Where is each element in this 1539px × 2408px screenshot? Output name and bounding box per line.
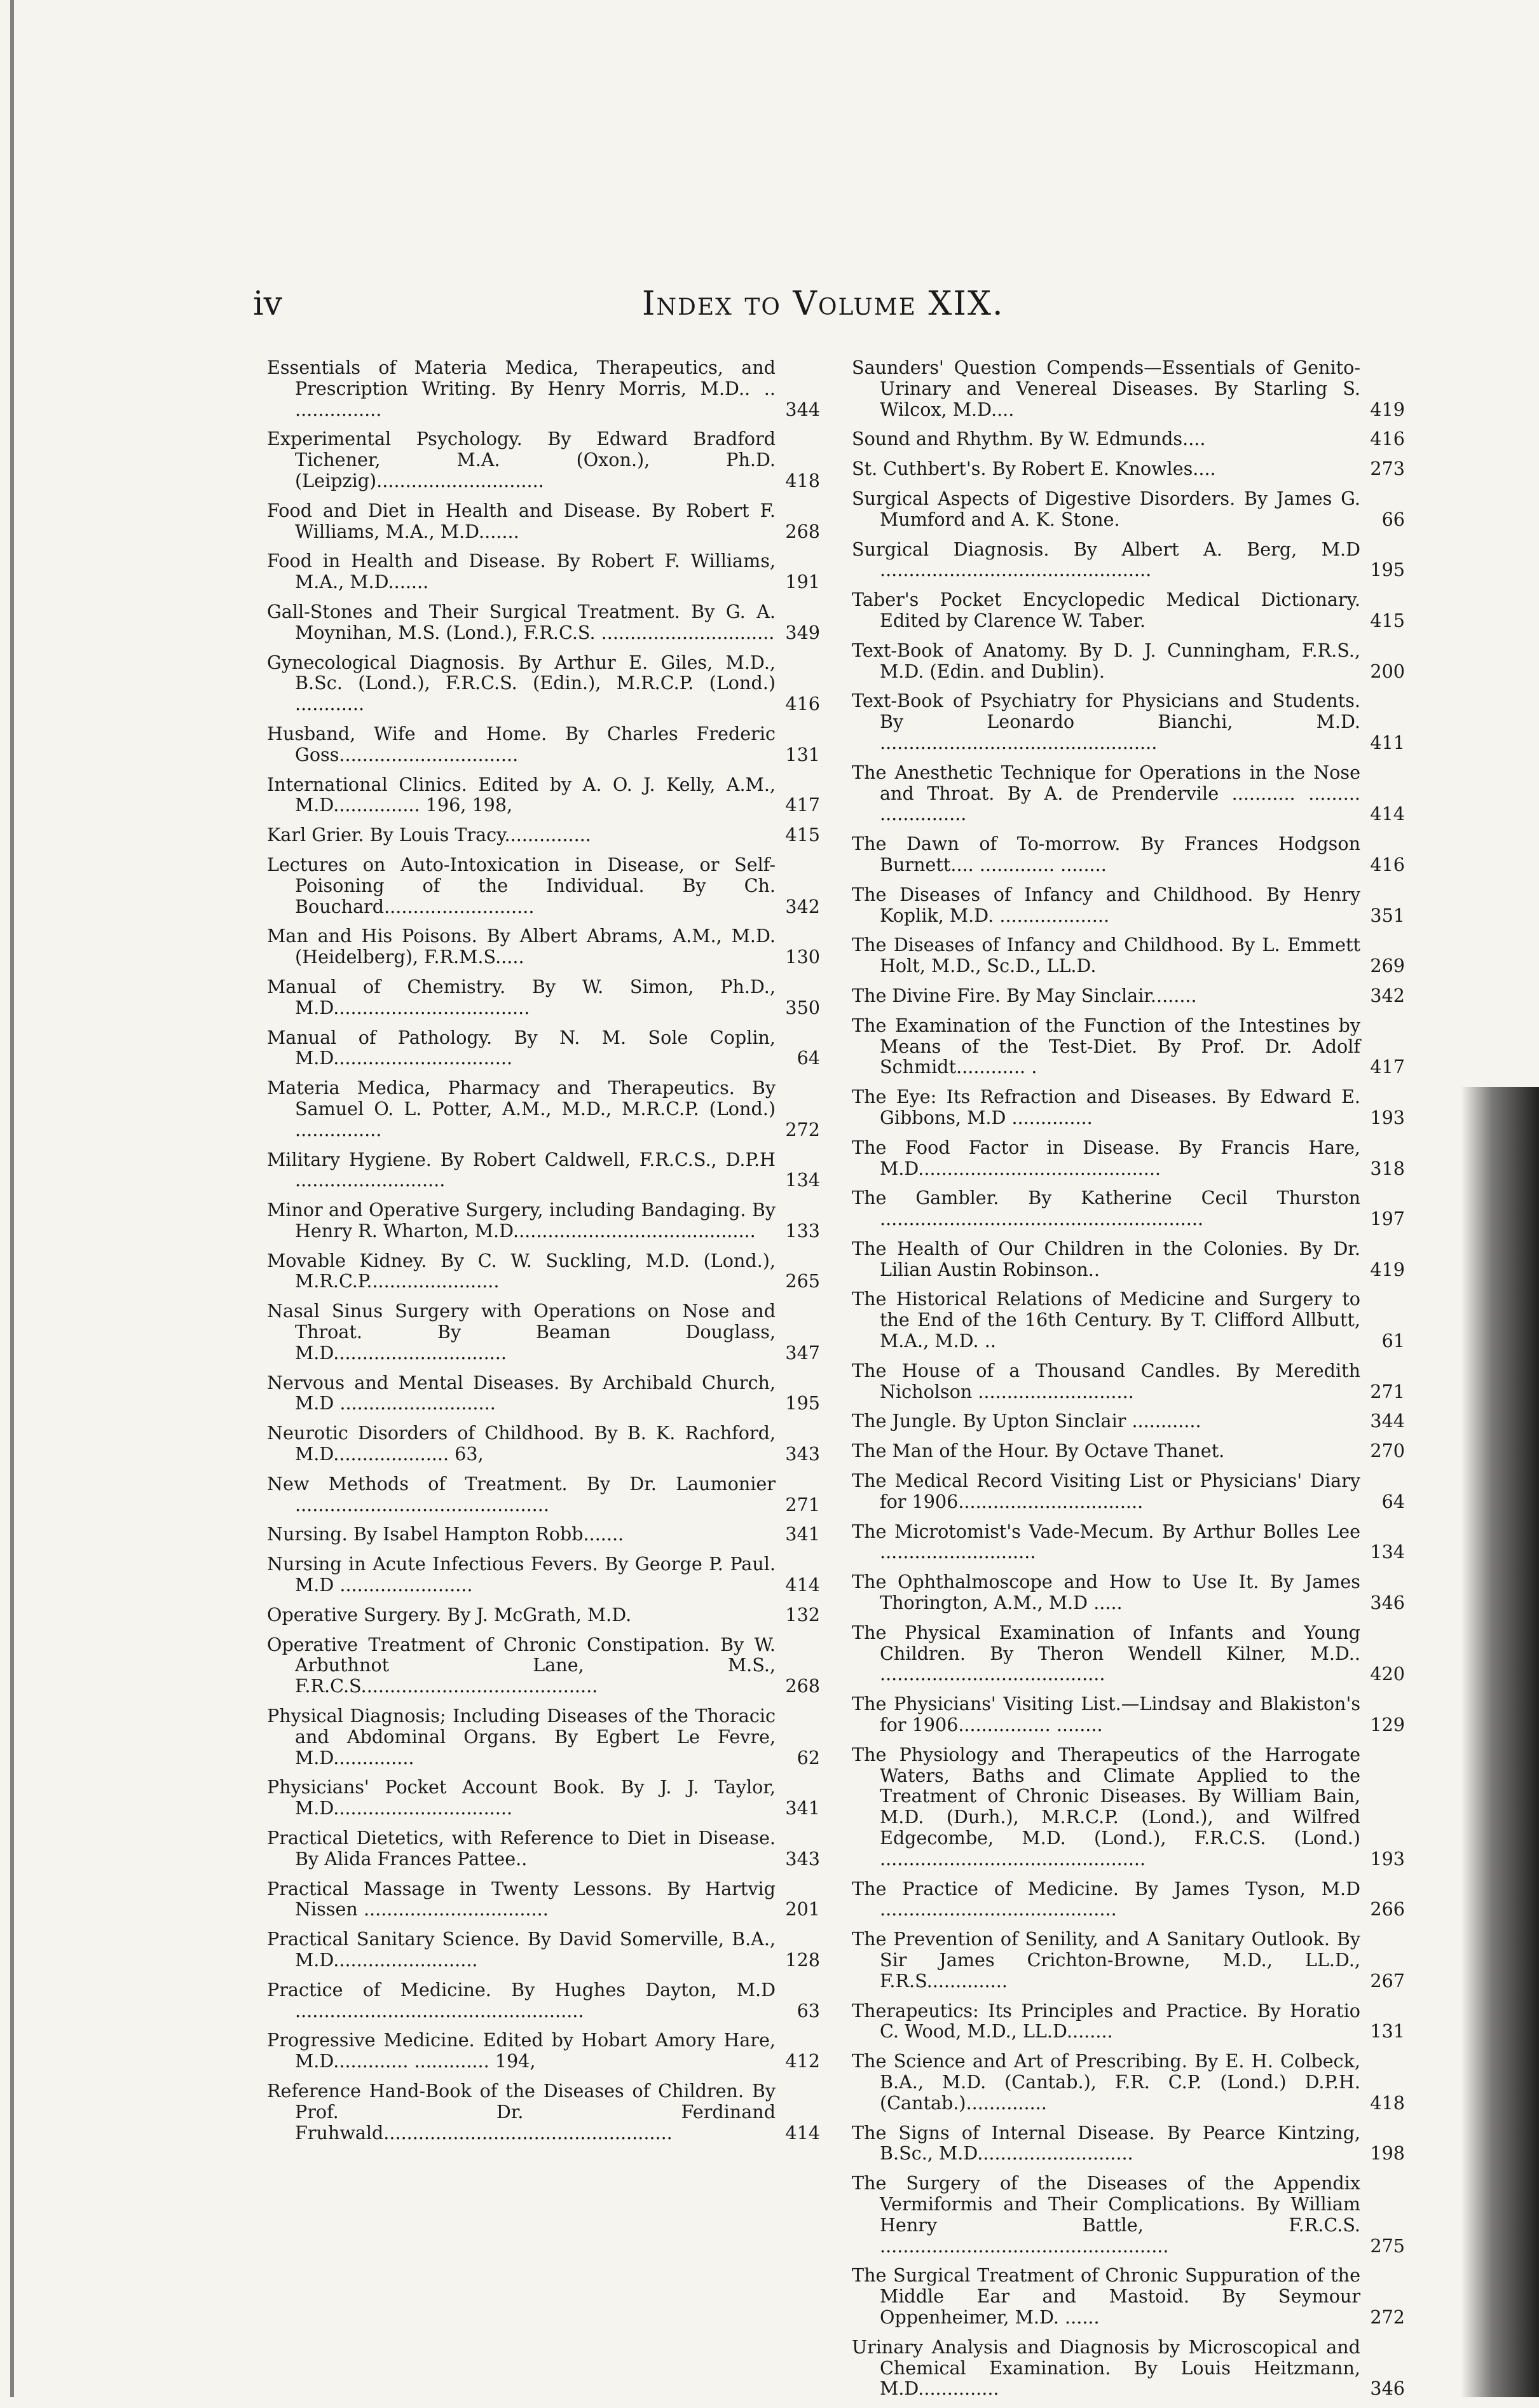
index-entry — [852, 884, 1405, 926]
scanned-page-edge-shadow — [1461, 1087, 1539, 2397]
entry-page-number: 349 — [785, 621, 820, 643]
entry-title: Materia Medica, Pharmacy and Therapeutics. By Samuel O. L. Potter, A.M., M.D., M.R.C.P. (Lond.) ............... — [267, 1077, 776, 1140]
index-entry — [852, 1238, 1405, 1280]
entry-page-number: 270 — [1370, 1440, 1405, 1462]
index-entry — [267, 1423, 820, 1465]
index-entry — [852, 934, 1405, 976]
index-entry — [267, 601, 820, 643]
page-number: iv — [253, 285, 283, 323]
entry-title: Neurotic Disorders of Childhood. By B. K. Rachford, M.D.................... 63, — [267, 1422, 776, 1465]
entry-title: The Gambler. By Katherine Cecil Thurston ........................................................ — [852, 1187, 1360, 1230]
entry-page-number: 195 — [1370, 559, 1405, 581]
entry-page-number: 131 — [1370, 2020, 1405, 2042]
entry-title: Operative Surgery. By J. McGrath, M.D. — [267, 1603, 632, 1625]
entry-title: Sound and Rhythm. By W. Edmunds.... — [852, 428, 1206, 450]
entry-title: St. Cuthbert's. By Robert E. Knowles.... — [852, 458, 1216, 480]
index-entry — [267, 2030, 820, 2072]
entry-page-number: 195 — [785, 1392, 820, 1414]
entry-title: Movable Kidney. By C. W. Suckling, M.D. (Lond.), M.R.C.P....................... — [267, 1249, 776, 1292]
index-entry — [852, 2173, 1405, 2256]
index-entry — [267, 926, 820, 968]
index-entry — [852, 2337, 1405, 2399]
entry-page-number: 268 — [785, 1675, 820, 1697]
entry-page-number: 341 — [785, 1523, 820, 1545]
entry-page-number: 268 — [785, 520, 820, 542]
index-entry — [852, 762, 1405, 824]
index-entry — [267, 854, 820, 917]
index-entry — [267, 2081, 820, 2143]
index-entry — [852, 1929, 1405, 1991]
entry-title: Surgical Aspects of Digestive Disorders. By James G. Mumford and A. K. Stone. — [852, 487, 1360, 530]
entry-page-number: 412 — [785, 2050, 820, 2072]
entry-page-number: 420 — [1370, 1663, 1405, 1685]
entry-page-number: 191 — [785, 571, 820, 593]
entry-title: Gynecological Diagnosis. By Arthur E. Giles, M.D., B.Sc. (Lond.), F.R.C.S. (Edin.), M.R.C.P. (Lond.) ............ — [267, 651, 776, 715]
entry-title: Urinary Analysis and Diagnosis by Microscopical and Chemical Examination. By Louis Heitzmann, M.D.............. — [852, 2336, 1360, 2400]
entry-title: Gall-Stones and Their Surgical Treatment. By G. A. Moynihan, M.S. (Lond.), F.R.C.S. .............................. — [267, 600, 776, 643]
entry-title: The Food Factor in Disease. By Francis Hare, M.D.......................................... — [852, 1136, 1360, 1179]
entry-page-number: 341 — [785, 1797, 820, 1819]
entry-page-number: 419 — [1370, 398, 1405, 420]
entry-title: The Anesthetic Technique for Operations in the Nose and Throat. By A. de Prendervile ........... ......... ............... — [852, 761, 1360, 825]
entry-page-number: 346 — [1370, 1592, 1405, 1614]
entry-page-number: 66 — [1381, 508, 1405, 530]
index-entry — [852, 458, 1405, 479]
entry-page-number: 132 — [785, 1603, 820, 1625]
index-entry — [267, 652, 820, 715]
entry-title: The Prevention of Senility, and A Sanitary Outlook. By Sir James Crichton-Browne, M.D., LL.D., F.R.S.............. — [852, 1928, 1360, 1992]
entry-page-number: 344 — [785, 398, 820, 420]
entry-title: Karl Grier. By Louis Tracy............... — [267, 824, 591, 846]
index-entry — [852, 985, 1405, 1006]
entry-page-number: 411 — [1370, 731, 1405, 753]
entry-page-number: 64 — [1381, 1490, 1405, 1512]
entry-title: Military Hygiene. By Robert Caldwell, F.R.C.S., D.P.H .......................... — [267, 1148, 776, 1191]
entry-title: The Physical Examination of Infants and Young Children. By Theron Wendell Kilner, M.D.. ....................................... — [852, 1621, 1360, 1685]
index-entry — [852, 1411, 1405, 1432]
entry-title: Food and Diet in Health and Disease. By Robert F. Williams, M.A., M.D....... — [267, 499, 776, 542]
entry-page-number: 416 — [1370, 853, 1405, 875]
entry-title: Text-Book of Anatomy. By D. J. Cunningham, F.R.S., M.D. (Edin. and Dublin). — [852, 639, 1360, 682]
entry-page-number: 201 — [785, 1898, 820, 1920]
index-entry — [852, 1015, 1405, 1077]
index-entry — [267, 551, 820, 592]
index-entry — [267, 500, 820, 542]
entry-page-number: 134 — [1370, 1541, 1405, 1563]
entry-page-number: 416 — [1370, 428, 1405, 450]
entry-title: The Health of Our Children in the Colonies. By Dr. Lilian Austin Robinson.. — [852, 1237, 1360, 1280]
index-entry — [852, 1521, 1405, 1563]
entry-page-number: 129 — [1370, 1714, 1405, 1736]
entry-title: Physicians' Pocket Account Book. By J. J. Taylor, M.D............................... — [267, 1776, 776, 1819]
index-column-left — [267, 357, 820, 2152]
entry-title: International Clinics. Edited by A. O. J. Kelly, A.M., M.D............... 196, 198, — [267, 773, 776, 816]
entry-title: The Dawn of To-morrow. By Frances Hodgson Burnett.... ............. ........ — [852, 833, 1360, 875]
index-entry — [852, 1086, 1405, 1128]
entry-title: Practice of Medicine. By Hughes Dayton, M.D .................................................. — [267, 1978, 776, 2021]
entry-page-number: 271 — [785, 1493, 820, 1515]
entry-page-number: 128 — [785, 1949, 820, 1971]
entry-page-number: 414 — [1370, 803, 1405, 825]
entry-title: The Science and Art of Prescribing. By E. H. Colbeck, B.A., M.D. (Cantab.), F.R. C.P. (Lond.) D.P.H. (Cantab.).............. — [852, 2050, 1360, 2114]
entry-page-number: 415 — [785, 824, 820, 846]
entry-title: The Physiology and Therapeutics of the Harrogate Waters, Baths and Climate Applied to the Treatment of Chronic Diseases. By William Bain, M.D. (Durh.), M.R.C.P. (Lond.), and Wilfred Edgecombe, M.D. (Lond.), F.R.C.S. (Lond.) .............................................. — [852, 1743, 1360, 1870]
entry-title: Manual of Chemistry. By W. Simon, Ph.D., M.D.................................. — [267, 975, 776, 1018]
index-entry — [267, 357, 820, 420]
index-entry — [852, 1571, 1405, 1613]
index-entry — [852, 488, 1405, 530]
index-entry — [852, 690, 1405, 753]
entry-page-number: 342 — [785, 895, 820, 917]
index-entry — [267, 1301, 820, 1363]
entry-title: The Diseases of Infancy and Childhood. By L. Emmett Holt, M.D., Sc.D., LL.D. — [852, 934, 1360, 977]
entry-title: The Ophthalmoscope and How to Use It. By James Thorington, A.M., M.D ..... — [852, 1571, 1360, 1614]
index-entry — [267, 774, 820, 816]
index-entry — [852, 1289, 1405, 1351]
entry-title: Minor and Operative Surgery, including Bandaging. By Henry R. Wharton, M.D.......................................... — [267, 1199, 776, 1242]
entry-title: Practical Massage in Twenty Lessons. By Hartvig Nissen ................................ — [267, 1877, 776, 1920]
index-entry — [267, 1706, 820, 1768]
entry-page-number: 130 — [785, 946, 820, 968]
entry-title: Saunders' Question Compends—Essentials of Genito-Urinary and Venereal Diseases. By Starling S. Wilcox, M.D.... — [852, 357, 1360, 420]
index-entry — [267, 824, 820, 845]
entry-title: Reference Hand-Book of the Diseases of Children. By Prof. Dr. Ferdinand Fruhwald.................................................. — [267, 2079, 776, 2144]
entry-title: Experimental Psychology. By Edward Bradford Tichener, M.A. (Oxon.), Ph.D. (Leipzig)............................. — [267, 428, 776, 491]
entry-title: The Diseases of Infancy and Childhood. By Henry Koplik, M.D. ................... — [852, 883, 1360, 926]
index-entry — [267, 1878, 820, 1920]
entry-title: New Methods of Treatment. By Dr. Laumonier ............................................ — [267, 1472, 776, 1515]
entry-title: Essentials of Materia Medica, Therapeutics, and Prescription Writing. By Henry Morris, M.D.. .. ............... — [267, 357, 776, 420]
entry-title: Therapeutics: Its Principles and Practice. By Horatio C. Wood, M.D., LL.D........ — [852, 1999, 1360, 2042]
index-entry — [852, 2001, 1405, 2042]
index-entry — [852, 2265, 1405, 2327]
entry-page-number: 418 — [1370, 2091, 1405, 2114]
index-entry — [852, 640, 1405, 682]
index-entry — [267, 1200, 820, 1242]
entry-page-number: 350 — [785, 996, 820, 1018]
entry-page-number: 269 — [1370, 955, 1405, 977]
index-entry — [852, 1693, 1405, 1735]
entry-title: Nursing. By Isabel Hampton Robb....... — [267, 1523, 624, 1545]
index-entry — [852, 357, 1405, 420]
entry-page-number: 417 — [1370, 1056, 1405, 1078]
entry-title: The Physicians' Visiting List.—Lindsay and Blakiston's for 1906................ ........ — [852, 1693, 1360, 1736]
index-entry — [852, 1878, 1405, 1920]
entry-title: Practical Sanitary Science. By David Somerville, B.A., M.D......................... — [267, 1928, 776, 1971]
index-column-right — [852, 357, 1405, 2408]
entry-page-number: 193 — [1370, 1106, 1405, 1128]
entry-page-number: 273 — [1370, 458, 1405, 480]
entry-title: The Divine Fire. By May Sinclair........ — [852, 984, 1197, 1006]
entry-page-number: 351 — [1370, 904, 1405, 926]
entry-title: Manual of Pathology. By N. M. Sole Coplin, M.D............................... — [267, 1026, 776, 1069]
index-entry — [267, 1149, 820, 1191]
index-entry — [267, 428, 820, 491]
entry-title: The Practice of Medicine. By James Tyson, M.D ......................................... — [852, 1877, 1360, 1920]
index-entry — [267, 1554, 820, 1596]
entry-page-number: 266 — [1370, 1898, 1405, 1920]
index-entry — [267, 1027, 820, 1069]
entry-page-number: 61 — [1381, 1330, 1405, 1352]
index-entry — [852, 539, 1405, 581]
index-entry — [267, 976, 820, 1018]
entry-page-number: 267 — [1370, 1969, 1405, 1992]
entry-title: Nursing in Acute Infectious Fevers. By George P. Paul. M.D ....................... — [267, 1553, 776, 1596]
entry-page-number: 414 — [785, 2121, 820, 2144]
index-entry — [852, 589, 1405, 631]
entry-title: The Examination of the Function of the Intestines by Means of the Test-Diet. By Prof. Dr. Adolf Schmidt............ . — [852, 1014, 1360, 1078]
entry-page-number: 63 — [797, 1999, 820, 2021]
index-entry — [267, 1474, 820, 1515]
entry-title: Husband, Wife and Home. By Charles Frederic Goss............................... — [267, 722, 776, 765]
entry-page-number: 131 — [785, 743, 820, 765]
entry-page-number: 318 — [1370, 1157, 1405, 1179]
entry-title: Nasal Sinus Surgery with Operations on Nose and Throat. By Beaman Douglass, M.D.............................. — [267, 1300, 776, 1364]
index-entry — [852, 2123, 1405, 2165]
index-entry — [852, 428, 1405, 449]
entry-title: Food in Health and Disease. By Robert F. Williams, M.A., M.D....... — [267, 550, 776, 593]
entry-page-number: 415 — [1370, 609, 1405, 631]
entry-page-number: 200 — [1370, 660, 1405, 682]
entry-page-number: 64 — [797, 1047, 820, 1069]
entry-title: Taber's Pocket Encyclopedic Medical Dictionary. Edited by Clarence W. Taber. — [852, 589, 1360, 631]
entry-title: Physical Diagnosis; Including Diseases of the Thoracic and Abdominal Organs. By Egbert Le Fevre, M.D.............. — [267, 1705, 776, 1768]
index-entry — [267, 723, 820, 765]
index-entry — [852, 1744, 1405, 1870]
index-entry — [267, 1524, 820, 1545]
index-entry — [267, 1828, 820, 1870]
entry-title: Lectures on Auto-Intoxication in Disease, or Self-Poisoning of the Individual. By Ch. Bouchard.......................... — [267, 853, 776, 917]
index-entry — [852, 1470, 1405, 1512]
entry-page-number: 198 — [1370, 2142, 1405, 2165]
entry-page-number: 62 — [797, 1746, 820, 1768]
index-entry — [267, 1634, 820, 1697]
entry-title: The Signs of Internal Disease. By Pearce Kintzing, B.Sc., M.D........................... — [852, 2121, 1360, 2165]
entry-title: Text-Book of Psychiatry for Physicians and Students. By Leonardo Bianchi, M.D. ................................................ — [852, 690, 1360, 753]
entry-page-number: 414 — [785, 1574, 820, 1596]
index-entry — [267, 1929, 820, 1971]
index-entry — [852, 1360, 1405, 1402]
entry-title: Nervous and Mental Diseases. By Archibald Church, M.D ........................... — [267, 1371, 776, 1414]
entry-title: The Surgical Treatment of Chronic Suppuration of the Middle Ear and Mastoid. By Seymour Oppenheimer, M.D. ...... — [852, 2264, 1360, 2328]
entry-title: The Jungle. By Upton Sinclair ............ — [852, 1410, 1201, 1432]
entry-page-number: 271 — [1370, 1380, 1405, 1402]
entry-page-number: 419 — [1370, 1258, 1405, 1280]
entry-page-number: 344 — [1370, 1410, 1405, 1432]
index-entry — [267, 1604, 820, 1625]
entry-title: The Surgery of the Diseases of the Appendix Vermiformis and Their Complications. By William Henry Battle, F.R.C.S. .................................................. — [852, 2172, 1360, 2257]
entry-title: Operative Treatment of Chronic Constipation. By W. Arbuthnot Lane, M.S., F.R.C.S......................................... — [267, 1633, 776, 1697]
entry-title: Practical Dietetics, with Reference to Diet in Disease. By Alida Frances Pattee.. — [267, 1827, 776, 1870]
entry-page-number: 418 — [785, 469, 820, 491]
index-entry — [852, 1187, 1405, 1229]
entry-page-number: 197 — [1370, 1208, 1405, 1230]
entry-page-number: 193 — [1370, 1847, 1405, 1870]
entry-page-number: 343 — [785, 1847, 820, 1870]
entry-title: The Medical Record Visiting List or Physicians' Diary for 1906................................ — [852, 1470, 1360, 1512]
index-entry — [267, 1777, 820, 1819]
page-title: Index to Volume XIX. — [642, 285, 1004, 323]
index-entry — [267, 1372, 820, 1414]
entry-title: The Microtomist's Vade-Mecum. By Arthur Bolles Lee ........................... — [852, 1520, 1360, 1563]
index-entry — [852, 833, 1405, 875]
entry-page-number: 343 — [785, 1443, 820, 1465]
entry-page-number: 275 — [1370, 2234, 1405, 2257]
entry-page-number: 133 — [785, 1219, 820, 1242]
entry-page-number: 417 — [785, 794, 820, 816]
index-entry — [852, 1440, 1405, 1461]
entry-title: Surgical Diagnosis. By Albert A. Berg, M.D ............................................... — [852, 538, 1360, 581]
entry-page-number: 347 — [785, 1341, 820, 1364]
index-entry — [852, 1622, 1405, 1685]
index-entry — [267, 1250, 820, 1292]
index-entry — [267, 1077, 820, 1140]
entry-title: Man and His Poisons. By Albert Abrams, A.M., M.D. (Heidelberg), F.R.M.S..... — [267, 925, 776, 968]
entry-page-number: 272 — [785, 1118, 820, 1140]
entry-title: The Man of the Hour. By Octave Thanet. — [852, 1440, 1225, 1462]
entry-title: The Historical Relations of Medicine and Surgery to the End of the 16th Century. By T. Clifford Allbutt, M.A., M.D. .. — [852, 1288, 1360, 1352]
entry-page-number: 346 — [1370, 2377, 1405, 2400]
entry-title: Progressive Medicine. Edited by Hobart Amory Hare, M.D............. ............. 194, — [267, 2029, 776, 2072]
entry-page-number: 134 — [785, 1169, 820, 1191]
entry-title: The Eye: Its Refraction and Diseases. By Edward E. Gibbons, M.D .............. — [852, 1086, 1360, 1128]
entry-page-number: 265 — [785, 1270, 820, 1292]
index-entry — [852, 2051, 1405, 2113]
index-entry — [852, 1137, 1405, 1179]
entry-title: The House of a Thousand Candles. By Meredith Nicholson ........................... — [852, 1359, 1360, 1402]
page-edge-line — [10, 0, 14, 2397]
index-entry — [267, 1980, 820, 2021]
entry-page-number: 416 — [785, 693, 820, 715]
entry-page-number: 342 — [1370, 984, 1405, 1006]
entry-page-number: 272 — [1370, 2306, 1405, 2328]
